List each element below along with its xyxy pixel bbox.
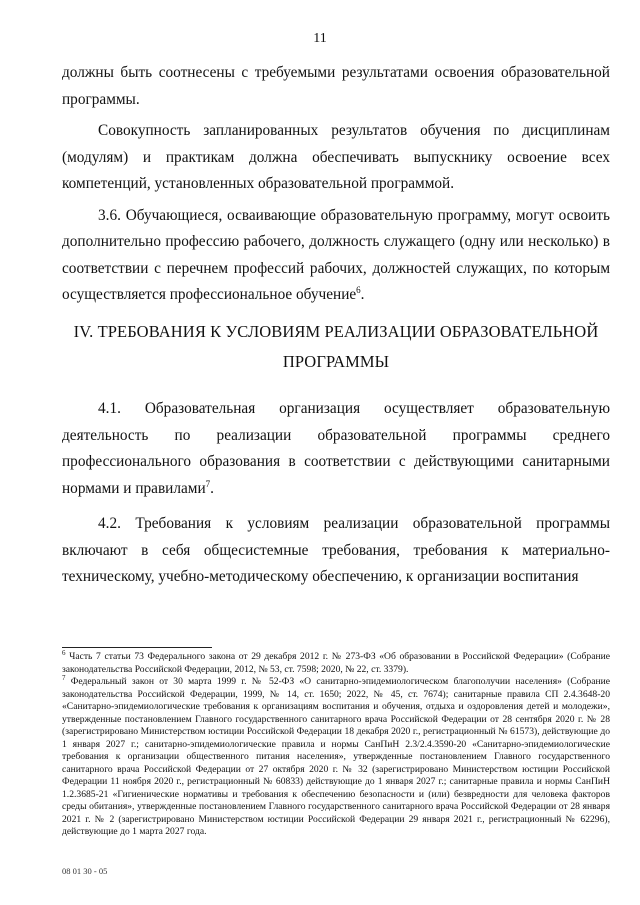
paragraph-3-6	[62, 203, 610, 309]
footnote-7-text: Федеральный закон от 30 марта 1999 г. № 52-ФЗ «О санитарно-эпидемиологическом благополучии населения» (Собрание законодательства Российской Федерации, 1999, № 14, ст. 1650; 2022, № 45, ст. 7674); санитарные правила СП 2.4.3648-20 «Санитарно-эпидемиологические требования к организациям воспитания и обучения, отдыха и оздоровления детей и молодежи», утвержденные постановлением Главного государственного санитарного врача Российской Федерации от 28 сентября 2020 г. № 28 (зарегистрировано Министерством юстиции Российской Федерации 18 декабря 2020 г., регистрационный № 61573), действующие до 1 января 2027 г.; санитарно-эпидемиологические правила и нормы СанПиН 2.3/2.4.3590-20 «Санитарно-эпидемиологические требования к организации общественного питания населения», утвержденные постановлением Главного государственного санитарного врача Российской Федерации от 27 октября 2020 г. № 32 (зарегистрировано Министерством юстиции Российской Федерации 11 ноября 2020 г., регистрационный № 60833) действующие до 1 января 2027 г.; санитарные правила и нормы СанПиН 1.2.3685-21 «Гигиенические нормативы и требования к обеспечению безопасности и (или) безвредности для человека факторов среды обитания», утвержденные постановлением Главного государственного санитарного врача Российской Федерации от 28 января 2021 г. № 2 (зарегистрировано Министерством юстиции Российской Федерации 29 января 2021 г., регистрационный № 62296), действующие до 1 марта 2027 года.	[62, 676, 610, 837]
paragraph-3-6-text: 3.6. Обучающиеся, осваивающие образовательную программу, могут освоить дополнительно профессию рабочего, должность служащего (одну или несколько) в соответствии с перечнем профессий рабочих, должностей служащих, по которым осуществляется профессиональное обучение	[62, 206, 610, 303]
footnote-6-text: Часть 7 статьи 73 Федерального закона от 29 декабря 2012 г. № 273-ФЗ «Об образовании в Российской Федерации» (Собрание законодательства Российской Федерации, 2012, № 53, ст. 7598; 2020, № 22, ст. 3379).	[62, 651, 610, 675]
body-top	[62, 60, 610, 309]
footnote-ref-7: 7	[205, 478, 211, 489]
paragraph-4-1	[62, 396, 610, 502]
paragraph-learning-outcomes: Совокупность запланированных результатов обучения по дисциплинам (модулям) и практикам должна обеспечивать выпускнику освоение всех компетенций, установленных образовательной программой.	[62, 122, 610, 192]
section-heading-line1: IV. ТРЕБОВАНИЯ К УСЛОВИЯМ РЕАЛИЗАЦИИ ОБРАЗОВАТЕЛЬНОЙ	[73, 322, 599, 341]
footnote-divider	[62, 647, 212, 648]
footnote-7	[62, 673, 610, 839]
footnote-7-mark: 7	[62, 673, 66, 682]
footnote-6	[62, 648, 610, 676]
paragraph-continuation: должны быть соотнесены с требуемыми результатами освоения образовательной программы.	[62, 64, 610, 108]
section-heading	[62, 317, 610, 377]
paragraph-4-2: 4.2. Требования к условиям реализации образовательной программы включают в себя общесистемные требования, требования к материально-техническому, учебно-методическому обеспечению, к организации воспитания	[62, 515, 610, 585]
body-section-4	[62, 396, 610, 591]
section-heading-line2: ПРОГРАММЫ	[282, 352, 390, 371]
document-code: 08 01 30 - 05	[62, 866, 108, 876]
paragraph-4-1-text: 4.1. Образовательная организация осуществляет образовательную деятельность по реализации образовательной программы среднего профессионального образования в соответствии с действующими санитарными нормами и правилами	[62, 400, 610, 497]
paragraph-4-1-end: .	[210, 479, 214, 497]
paragraph-3-6-end: .	[360, 286, 365, 303]
page-number: 11	[313, 31, 327, 46]
footnote-6-mark: 6	[62, 648, 66, 657]
footnotes	[62, 648, 610, 839]
footnote-ref-6: 6	[356, 284, 361, 295]
